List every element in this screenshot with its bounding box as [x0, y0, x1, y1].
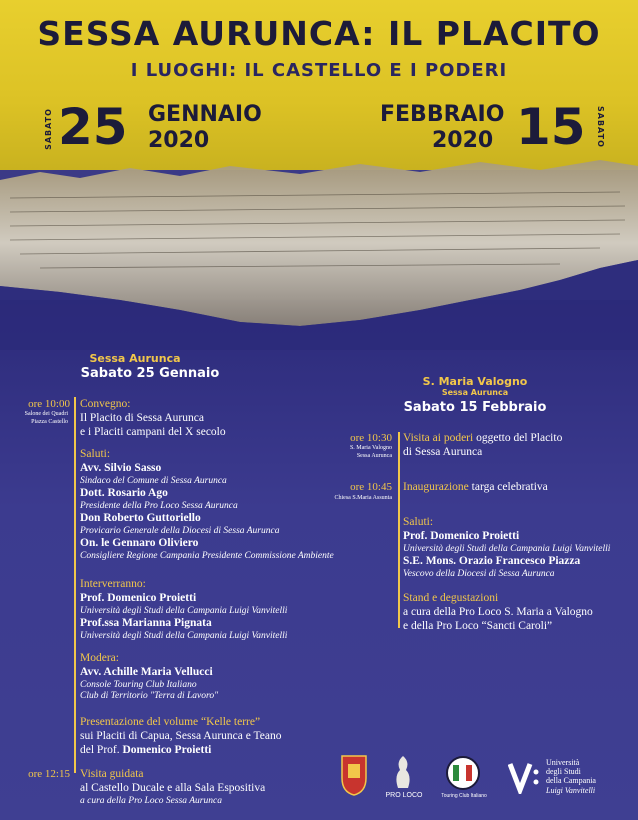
date2-weekday: SABATO [596, 106, 605, 148]
left-venue-1: Salone dei Quadri Piazza Castello [24, 411, 68, 425]
left-place: Sessa Aurunca [89, 352, 181, 365]
date1-year: 2020 [148, 128, 210, 153]
proloco-label: PRO LOCO [385, 792, 423, 799]
right-subplace: Sessa Aurunca [441, 388, 509, 397]
right-time-2: ore 10:45 [350, 481, 392, 493]
right-venue-1: S. Maria Valogno Sessa Aurunca [349, 445, 392, 459]
date2-day: 15 [516, 98, 586, 156]
right-time-1: ore 10:30 [350, 432, 392, 444]
modera-block: Modera: Avv. Achille Maria Vellucci Console Touring Club Italiano Club di Territorio "Terra di Lavoro" [80, 652, 219, 701]
presentazione-block: Presentazione del volume “Kelle terre” sui Placiti di Capua, Sessa Aurunca e Teano del Prof. Domenico Proietti [80, 716, 282, 756]
right-timeline [398, 432, 400, 628]
touring-club-label: Touring Club Italiano [441, 793, 487, 799]
touring-club-logo-icon [446, 756, 480, 790]
vanvitelli-logo-icon [508, 760, 542, 794]
poster-subtitle: I LUOGHI: IL CASTELLO E I PODERI [130, 60, 508, 81]
right-date: Sabato 15 Febbraio [403, 400, 547, 415]
date2-year: 2020 [432, 128, 494, 153]
visita-poderi-block: Visita ai poderi oggetto del Placito di Sessa Aurunca [403, 432, 563, 458]
left-time-1: ore 10:00 [28, 398, 70, 410]
sessa-aurunca-crest-icon [340, 752, 368, 796]
visita-block: Visita guidata al Castello Ducale e alla Sala Espositiva a cura della Pro Loco Sessa Aurunca [80, 768, 266, 806]
inaugurazione-block: Inaugurazione targa celebrativa [403, 481, 548, 493]
date2-month: FEBBRAIO [380, 102, 505, 127]
left-date: Sabato 25 Gennaio [80, 366, 220, 381]
convegno-block: Convegno: Il Placito di Sessa Aurunca e i Placiti campani del X secolo [80, 398, 226, 438]
date1-weekday: SABATO [44, 108, 53, 150]
interverranno-block: Interverranno: Prof. Domenico Proietti Università degli Studi della Campania Luigi Vanvitelli Prof.ssa Marianna Pignata Università degli Studi della Campania Luigi Vanvitelli [80, 578, 288, 641]
stand-block: Stand e degustazioni a cura della Pro Loco S. Maria a Valogno e della Pro Loco “Sancti Caroli” [403, 592, 593, 632]
date1-month: GENNAIO [148, 102, 262, 127]
vanvitelli-label: Università degli Studi della Campania Luigi Vanvitelli [546, 758, 596, 795]
date1-day: 25 [58, 98, 128, 156]
right-venue-2: Chiesa S.Maria Assunta [334, 495, 392, 501]
proloco-logo-icon [388, 754, 418, 790]
right-saluti-block: Saluti: Prof. Domenico Proietti Università degli Studi della Campania Luigi Vanvitelli S.E. Mons. Orazio Francesco Piazza Vescovo della Diocesi di Sessa Aurunca [403, 516, 611, 579]
manuscript-strip-image [0, 150, 638, 350]
left-timeline [74, 397, 76, 773]
left-time-2: ore 12:15 [28, 768, 70, 780]
right-place: S. Maria Valogno [422, 375, 528, 388]
poster-title: SESSA AURUNCA: IL PLACITO [37, 14, 601, 53]
left-saluti-block: Saluti: Avv. Silvio Sasso Sindaco del Comune di Sessa Aurunca Dott. Rosario Ago Presidente della Pro Loco Sessa Aurunca Don Roberto Guttoriello Provicario Generale della Diocesi di Sessa Aurunca On. le Gennaro Oliviero Consigliere Regione Campania Presidente Commissione Ambiente [80, 448, 334, 562]
